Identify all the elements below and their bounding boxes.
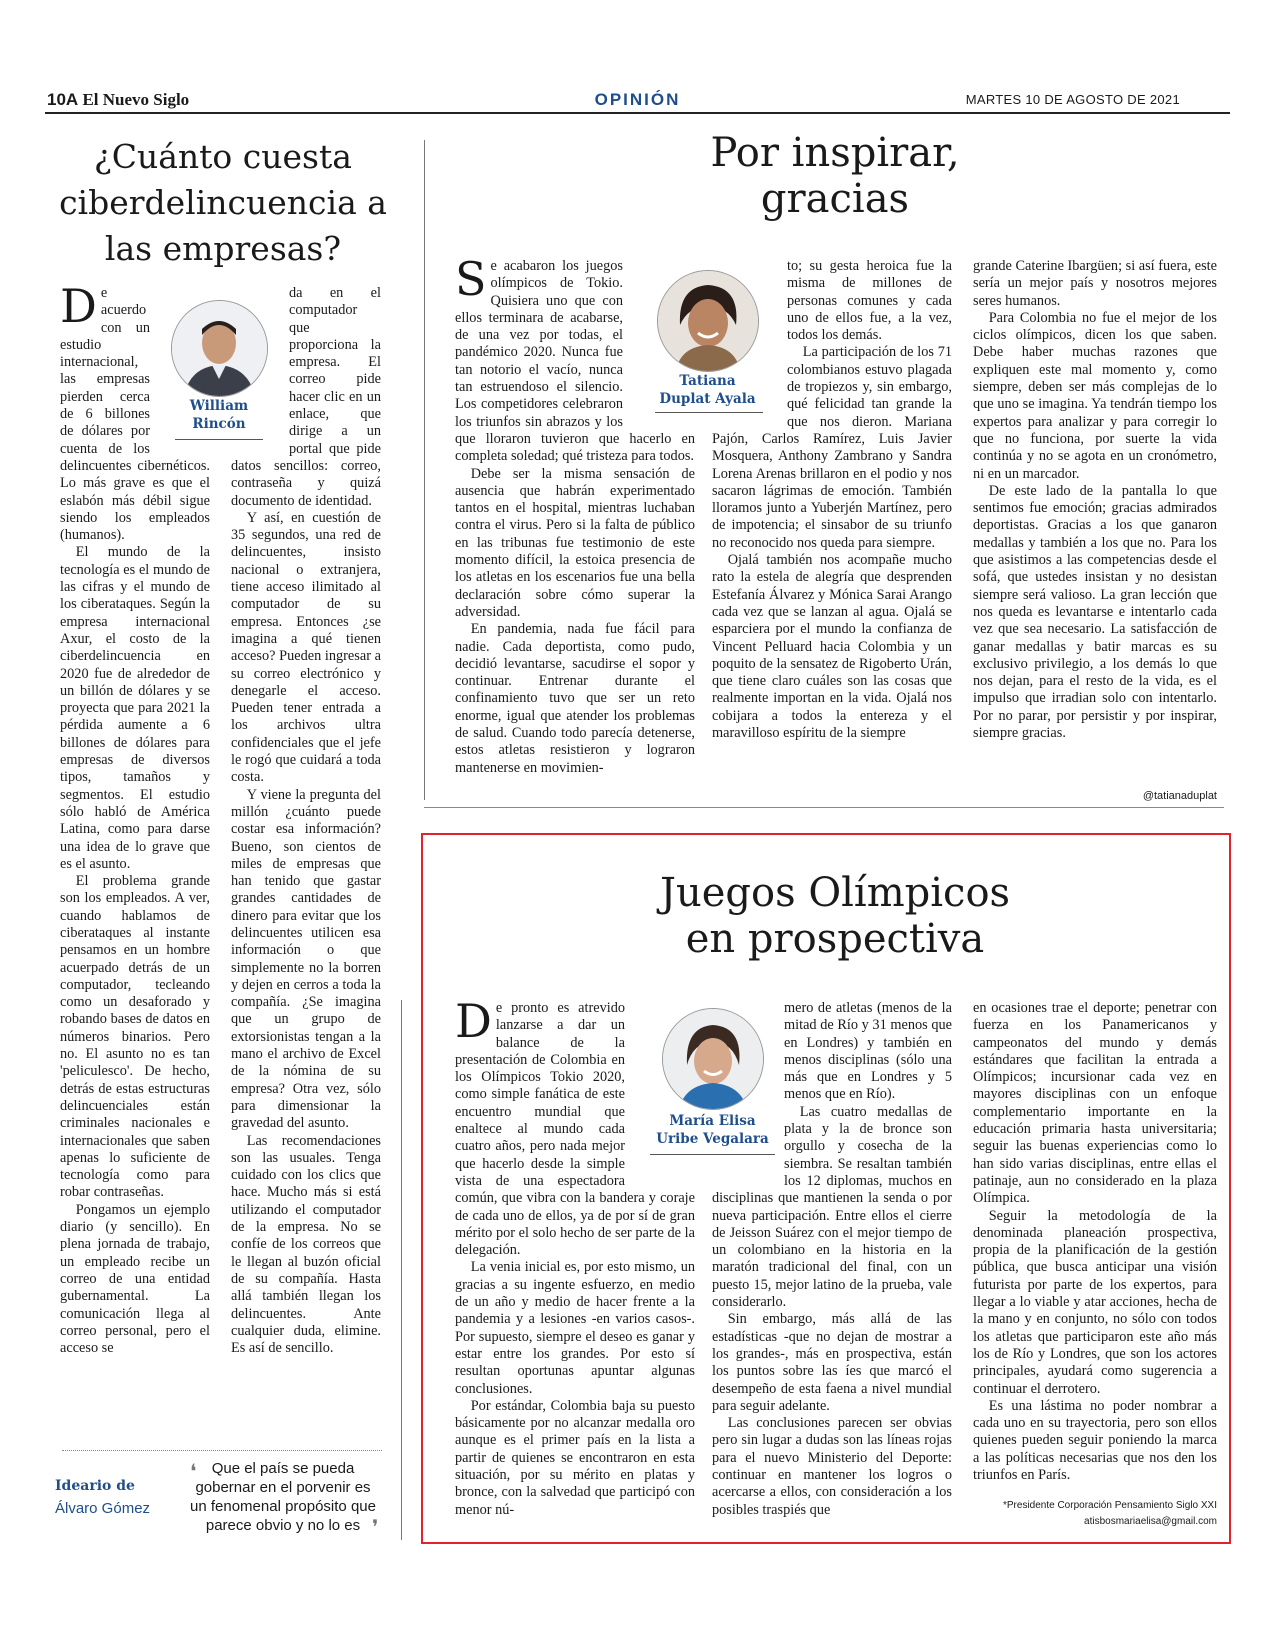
author-first-name: María Elisa <box>669 1113 756 1129</box>
paragraph: en ocasiones trae el deporte; penetrar con fuerza en los Panamericanos y campeonatos del mundo y demás estándares que facilitan la entrada a Olímpicos; incursionar cada vez en mayores disciplinas con un enfoque complementario importante en la educación primaria hasta universitaria; seguir las buenas experiencias como lo han sido varias disciplinas, entre ellas el patinaje, aun no considerado en la plaza Olímpica. <box>973 1000 1217 1207</box>
article1-column-2 <box>231 285 381 1440</box>
paragraph: Seguir la metodología de la denominada planeación prospectiva, propia de la planificación de la gestión pública, que busca anticipar una visión futurista por parte de los expertos, para llegar a lo viable y atar acciones, hecha de la mano y en conjunto, no sólo con todos los atletas que participaron este año más los de Río y Londres, que son los actores principales, ayudará como sugerencia a continuar el derrotero. <box>973 1207 1217 1397</box>
paragraph: grande Caterine Ibargüen; si así fuera, este sería un mejor país y nosotros mejores seres humanos. <box>973 258 1217 309</box>
paragraph: Y así, en cuestión de 35 segundos, una red de delincuentes, insisto nacional o extranjera, tiene acceso ilimitado al computador de su empresa. Entonces ¿se imagina a qué tienen acceso? Pueden ingresar a su correo electrónico y denegarle el acceso. Pueden tener entrada a los archivos ultra confidenciales que el jefe le rogó que cuidará a toda costa. <box>231 509 381 786</box>
newspaper-name: El Nuevo Siglo <box>82 90 190 109</box>
article3-headline <box>440 870 1230 963</box>
author-last-name: Rincón <box>192 416 246 432</box>
paragraph: Las recomendaciones son las usuales. Tenga cuidado con los clics que hace. Mucho más si está utilizando el computador de la empresa. No se confíe de los correos que le llegan al buzón oficial de su compañía. Hasta allá también llegan los delincuentes. Ante cualquier duda, elimine. Es así de sencillo. <box>231 1132 381 1357</box>
author-email: atisbosmariaelisa@gmail.com <box>1084 1516 1217 1527</box>
paragraph: Y viene la pregunta del millón ¿cuánto puede costar esa información? Bueno, son cientos de miles de empresas que han tenido que gastar grandes cantidades de dinero para evitar que los delincuentes utilicen esa información o que simplemente no la borren y dejen en cerros a toda la compañía. ¿Se imagina que un grupo de extorsionistas tengan a la mano el archivo de Excel de la nómina de su empresa? Otra vez, sólo para dimensionar la gravedad del asunto. <box>231 786 381 1132</box>
paragraph: mero de atletas (menos de la mitad de Río y 31 menos que en Londres) y también en menos disciplinas (sólo una más que en Londres y 5 menos que en Río). <box>784 1000 952 1103</box>
paragraph: e acuerdo con un estudio internacional, las empresas pierden cerca de 6 billones de dólares por cuenta de los delincuentes cibernéticos. Lo más grave es que el eslabón más débil sigue siendo los empleados (humanos). <box>60 285 210 544</box>
article2-headline <box>440 130 1230 223</box>
column-divider-left <box>401 1000 402 1540</box>
paragraph: to; su gesta heroica fue la misma de millones de personas comunes y cada uno de ellos fue, a la vez, todos los demás. <box>787 258 952 344</box>
ideario-quote: Que el país se pueda gobernar en el porvenir es un fenomenal propósito que parece obvio y no lo es <box>190 1460 376 1534</box>
paragraph: e pronto es atrevido lanzarse a dar un balance de la presentación de Colombia en los Olímpicos Tokio 2020, como simple fanática de este encuentro mundial que enaltece al mundo cada cuatro años, pero nada mejor que hacerlo desde la simple vista de una espectadora común, que vibra con la bandera y coraje de cada uno de ellos, ya de por sí de gran mérito por el solo hecho de ser parte de la delegación. <box>455 1000 695 1259</box>
headline-line: Por inspirar, <box>710 130 960 176</box>
article3-column-3 <box>973 1000 1217 1498</box>
author-first-name: William <box>189 398 249 414</box>
paragraph: Por estándar, Colombia baja su puesto básicamente por no alcanzar medalla oro aunque es el primer país en la lista a partir de quienes se encontraron en esta situación, por su mérito en platas y bronce, con la salvedad que participó con menor nú- <box>455 1397 695 1518</box>
author-last-name: Duplat Ayala <box>659 391 756 407</box>
section-title: OPINIÓN <box>594 90 681 109</box>
paragraph: En pandemia, nada fue fácil para nadie. Cada deportista, como pudo, decidió levantarse, sacudirse el sopor y continuar. Entrenar durante el confinamiento tuvo que ser un reto enorme, igual que atender los problemas de salud. Cuando todo parecía detenerse, estos atletas resistieron y lograron mantenerse en movimien- <box>455 621 695 776</box>
quote-open-icon: ❛ <box>190 1459 197 1483</box>
article-divider <box>424 807 1224 808</box>
article2-column-2 <box>712 258 952 803</box>
header-rule <box>45 112 1230 114</box>
ideario-title: Ideario de <box>55 1478 135 1494</box>
article1-column-1 <box>60 285 210 1440</box>
paragraph: Las conclusiones parecen ser obvias pero sin lugar a dudas son las líneas rojas para el nuevo Ministerio del Deporte: continuar en mantener los logros o acercarse a ellos, con consideración a los posibles traspiés que <box>712 1415 952 1518</box>
paragraph: Sin embargo, más allá de las estadísticas -que no dejan de mostrar a los grandes-, más en prospectiva, están los puntos sobre las íes que marcó el desempeño de esta faena a nivel mundial para seguir adelante. <box>712 1311 952 1414</box>
headline-line: en prospectiva <box>685 916 985 963</box>
paragraph: Para Colombia no fue el mejor de los ciclos olímpicos, dicen los que saben. Debe haber muchas razones que expliquen este mal momento y, como siempre, deben ser más complejas de lo que uno se imagina. Ya tendrán tiempo los expertos para analizar y para corregir lo que no funciona, por suerte la vida continúa y no se agota en un cronómetro, ni en un marcador. <box>973 309 1217 482</box>
quote-close-icon: ❜ <box>372 1515 379 1539</box>
paragraph: Debe ser la misma sensación de ausencia que habrán experimentado tantos en el hospital, mientras luchaban contra el virus. Pero si la falta de público en las tribunas fue testimonio de este momento difícil, la estoica presencia de los atletas en los escenarios fue una bella declaración sobre cómo superar la adversidad. <box>455 465 695 620</box>
ideario-author: Álvaro Gómez <box>55 1500 151 1517</box>
dropcap: S <box>455 258 487 306</box>
article1-headline: ¿Cuánto cuesta ciberdelincuencia a las empresas? <box>59 137 387 268</box>
paragraph: De este lado de la pantalla lo que sentimos fue emoción; gracias admirados deportistas. Gracias a los que ganaron medallas y también a los que no. Para los que asistimos a las competencias desde el sofá, que ustedes insistan y no desistan siempre será valioso. La gran lección que nos queda es levantarse e intentarlo cada vez que sea necesario. La satisfacción de ganar medallas y batir marcas es su exclusivo privilegio, a los demás lo que nos dejan, para el resto de la vida, es el impulso que irradian solo con intentarlo. Por no parar, por persistir y por inspirar, siempre gracias. <box>973 482 1217 742</box>
article3-column-1 <box>455 1000 695 1535</box>
paragraph: Las cuatro medallas de plata y la de bronce son orgullo y cosecha de la siembra. Se resaltan también los 12 diplomas, muchos en disciplinas que mantienen la senda o por nueva participación. Entre ellos el cierre de Jeisson Suárez con el mejor tiempo de un colombiano en la historia en la maratón tradicional del final, con un puesto 15, mejor latino de la prueba, vale considerarlo. <box>712 1103 952 1311</box>
article2-column-1 <box>455 258 695 803</box>
headline-line: gracias <box>760 176 910 223</box>
column-divider <box>424 140 425 800</box>
paragraph: El problema grande son los empleados. A ver, cuando hablamos de ciberataques al instante pensamos en un hombre acuerpado detrás de un computador, tecleando como un desaforado y robando bases de datos en números binarios. Pero no. El asunto no es tan 'peliculesco'. De hecho, detrás de estas estructuras delincuenciales están criminales nacionales e internacionales que saben apenas lo suficiente de tecnología como para robar contraseñas. <box>60 873 210 1201</box>
article2-column-3 <box>973 258 1217 788</box>
author-last-name: Uribe Vegalara <box>656 1131 769 1147</box>
dropcap: D <box>455 1000 492 1048</box>
author-handle: @tatianaduplat <box>1142 790 1217 802</box>
paragraph: La participación de los 71 colombianos estuvo plagada de tropiezos y, sin embargo, qué felicidad tan grande la que nos dieron. Mariana Pajón, Carlos Ramírez, Luis Javier Mosquera, Anthony Zambrano y Sandra Lorena Arenas brillaron en el podio y nos sacaron lágrimas de emoción. También lloramos junto a Yuberjén Martínez, pero de impotencia; el sinsabor de su triunfo no reconocido nos queda para siempre. <box>712 344 952 551</box>
author-first-name: Tatiana <box>679 373 736 389</box>
issue-date: MARTES 10 DE AGOSTO DE 2021 <box>965 92 1180 107</box>
author-credit: *Presidente Corporación Pensamiento Siglo XXI <box>1002 1500 1217 1511</box>
paragraph: Es una lástima no poder nombrar a cada uno en su trayectoria, pero son ellos quienes pueden seguir poniendo la marca a las políticas necesarias que nos den los triunfos en París. <box>973 1397 1217 1484</box>
dropcap: D <box>60 285 97 333</box>
paragraph: e acabaron los juegos olímpicos de Tokio. Quisiera uno que con ellos terminara de acabarse, de una vez por todas, el pandémico 2020. Nunca fue tan notorio el vacío, nunca tan estruendoso el silencio. Los competidores celebraron los triunfos sin abrazos y los que lloraron tuvieron que hacerlo en completa soledad; qué tristeza para todos. <box>455 258 695 465</box>
paragraph: da en el computador que proporciona la empresa. El correo pide hacer clic en un enlace, que dirige a un portal que pide datos sencillos: correo, contraseña y quizá documento de identidad. <box>231 285 381 509</box>
paragraph: El mundo de la tecnología es el mundo de las cifras y el mundo de los ciberataques. Según la empresa internacional Axur, el costo de la ciberdelincuencia en 2020 fue de alrededor de un billón de dólares y se proyecta que para 2021 la pérdida aumente a 6 billones de dólares para empresas de diversos tipos, tamaños y segmentos. El estudio sólo habló de América Latina, como para darse una idea de lo grave que es el asunto. <box>60 544 210 872</box>
headline-line: Juegos Olímpicos <box>659 870 1011 916</box>
article3-column-2 <box>712 1000 952 1535</box>
paragraph: Pongamos un ejemplo diario (y sencillo). En plena jornada de trabajo, un empleado recibe un correo de una entidad gubernamental. La comunicación llega al correo personal, pero el acceso se <box>60 1201 210 1357</box>
paragraph: Ojalá también nos acompañe mucho rato la estela de alegría que desprenden Estefanía Álvarez y Mónica Sarai Arango cada vez que se lanzan al agua. Ojalá se esparciera por el mundo la confianza de Vincent Pelluard hacia Colombia y un poquito de la sensatez de Rigoberto Urán, que tiene claro cuáles son las cosas que realmente importan en la vida. Ojalá nos cobijara a todos la entereza y el maravilloso espíritu de la siempre <box>712 552 952 742</box>
paragraph: La venia inicial es, por esto mismo, un gracias a su ingente esfuerzo, en medio de un año y medio de hacer frente a la pandemia y a lesiones -en varios casos-. Por supuesto, siempre el deseo es ganar y estar entre los grandes. Por esto sí resultan oportunas apuntar algunas conclusiones. <box>455 1259 695 1397</box>
ideario-rule <box>62 1450 382 1451</box>
page-number: 10A <box>47 90 79 109</box>
